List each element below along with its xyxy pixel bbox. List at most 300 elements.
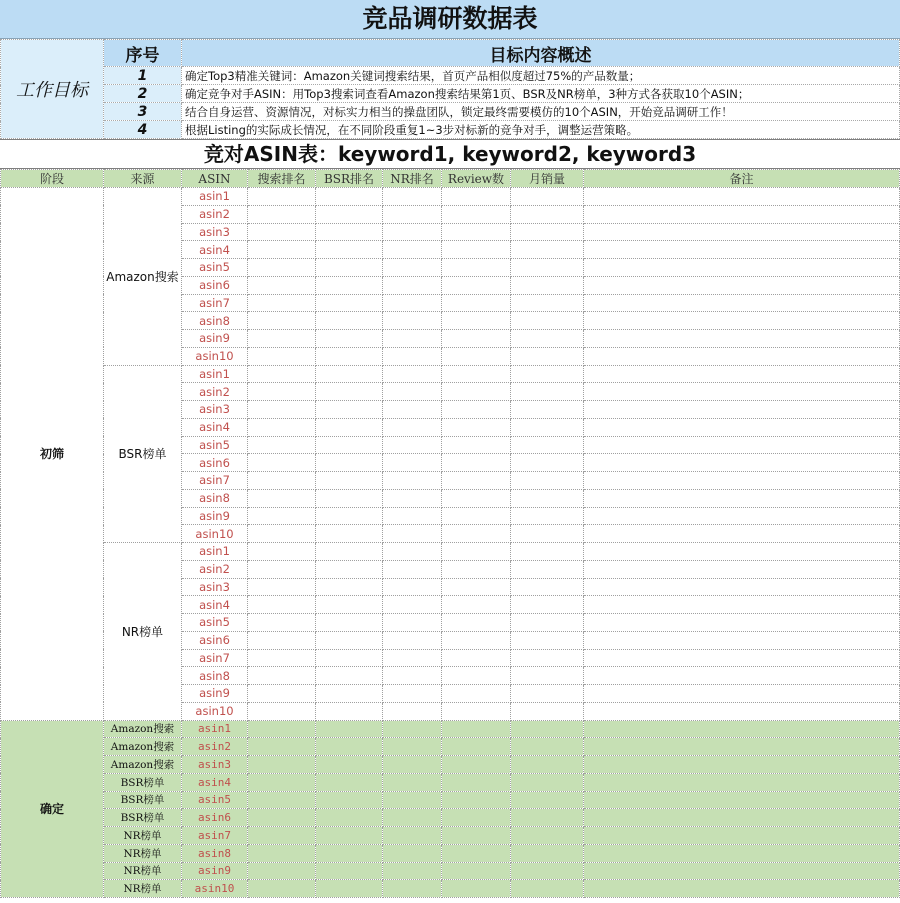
data-cell[interactable] (383, 649, 442, 667)
data-cell[interactable] (584, 667, 900, 685)
data-cell[interactable] (511, 507, 584, 525)
asin-cell[interactable]: asin4 (182, 418, 248, 436)
data-cell[interactable] (248, 330, 316, 348)
asin-cell[interactable]: asin10 (182, 880, 248, 898)
data-cell[interactable] (383, 472, 442, 490)
data-cell[interactable] (383, 720, 442, 738)
data-cell[interactable] (316, 436, 383, 454)
data-cell[interactable] (383, 809, 442, 827)
data-cell[interactable] (442, 436, 511, 454)
data-cell[interactable] (584, 614, 900, 632)
data-cell[interactable] (511, 259, 584, 277)
data-cell[interactable] (316, 880, 383, 898)
data-cell[interactable] (511, 809, 584, 827)
data-cell[interactable] (248, 507, 316, 525)
data-cell[interactable] (584, 259, 900, 277)
data-cell[interactable] (316, 276, 383, 294)
data-cell[interactable] (511, 862, 584, 880)
data-cell[interactable] (316, 259, 383, 277)
data-cell[interactable] (511, 472, 584, 490)
data-cell[interactable] (383, 241, 442, 259)
goal-text[interactable]: 根据Listing的实际成长情况，在不同阶段重复1~3步对标新的竞争对手，调整运营策略。 (182, 121, 900, 139)
data-cell[interactable] (511, 223, 584, 241)
data-cell[interactable] (248, 276, 316, 294)
asin-cell[interactable]: asin10 (182, 702, 248, 720)
data-cell[interactable] (442, 578, 511, 596)
asin-cell[interactable]: asin2 (182, 383, 248, 401)
table-row (1, 809, 900, 827)
data-cell[interactable] (248, 773, 316, 791)
data-cell[interactable] (316, 685, 383, 703)
data-cell[interactable] (316, 862, 383, 880)
data-cell[interactable] (442, 259, 511, 277)
data-cell[interactable] (511, 773, 584, 791)
data-cell[interactable] (248, 862, 316, 880)
data-cell[interactable] (584, 738, 900, 756)
data-cell[interactable] (511, 614, 584, 632)
data-cell[interactable] (316, 543, 383, 561)
data-cell[interactable] (442, 685, 511, 703)
data-cell[interactable] (316, 702, 383, 720)
data-cell[interactable] (316, 791, 383, 809)
data-cell[interactable] (442, 880, 511, 898)
data-cell[interactable] (442, 702, 511, 720)
data-cell[interactable] (316, 720, 383, 738)
data-cell[interactable] (584, 205, 900, 223)
data-cell[interactable] (383, 489, 442, 507)
data-cell[interactable] (511, 738, 584, 756)
table-row (1, 756, 900, 774)
source-label: Amazon搜索 (104, 738, 182, 756)
data-cell[interactable] (511, 720, 584, 738)
asin-cell[interactable]: asin7 (182, 472, 248, 490)
col-header-asin: ASIN (182, 170, 248, 188)
data-cell[interactable] (248, 614, 316, 632)
asin-cell[interactable]: asin9 (182, 862, 248, 880)
data-cell[interactable] (248, 294, 316, 312)
stage-initial: 初筛 (1, 188, 104, 721)
asin-cell[interactable]: asin9 (182, 330, 248, 348)
asin-table (0, 169, 900, 898)
data-cell[interactable] (442, 294, 511, 312)
data-cell[interactable] (248, 543, 316, 561)
asin-cell[interactable]: asin5 (182, 259, 248, 277)
asin-cell[interactable]: asin4 (182, 773, 248, 791)
data-cell[interactable] (442, 241, 511, 259)
data-cell[interactable] (248, 401, 316, 419)
data-cell[interactable] (383, 418, 442, 436)
source-label: Amazon搜索 (104, 188, 182, 366)
data-cell[interactable] (316, 454, 383, 472)
data-cell[interactable] (511, 205, 584, 223)
data-cell[interactable] (442, 631, 511, 649)
data-cell[interactable] (383, 436, 442, 454)
asin-cell[interactable]: asin8 (182, 844, 248, 862)
data-cell[interactable] (442, 773, 511, 791)
data-cell[interactable] (511, 791, 584, 809)
asin-cell[interactable]: asin6 (182, 276, 248, 294)
data-cell[interactable] (248, 365, 316, 383)
data-cell[interactable] (511, 383, 584, 401)
goal-table (0, 39, 900, 139)
data-cell[interactable] (584, 631, 900, 649)
asin-cell[interactable]: asin10 (182, 347, 248, 365)
asin-cell[interactable]: asin2 (182, 738, 248, 756)
data-cell[interactable] (511, 276, 584, 294)
data-cell[interactable] (442, 401, 511, 419)
data-cell[interactable] (248, 188, 316, 206)
data-cell[interactable] (248, 844, 316, 862)
data-cell[interactable] (511, 560, 584, 578)
data-cell[interactable] (383, 347, 442, 365)
table-row (1, 543, 900, 561)
data-cell[interactable] (248, 596, 316, 614)
data-cell[interactable] (442, 205, 511, 223)
data-cell[interactable] (316, 614, 383, 632)
asin-cell[interactable]: asin8 (182, 312, 248, 330)
asin-cell[interactable]: asin9 (182, 507, 248, 525)
data-cell[interactable] (248, 205, 316, 223)
data-cell[interactable] (442, 844, 511, 862)
data-cell[interactable] (316, 188, 383, 206)
data-cell[interactable] (584, 276, 900, 294)
data-cell[interactable] (383, 365, 442, 383)
asin-cell[interactable]: asin7 (182, 649, 248, 667)
data-cell[interactable] (511, 649, 584, 667)
data-cell[interactable] (316, 827, 383, 845)
data-cell[interactable] (316, 631, 383, 649)
data-cell[interactable] (442, 312, 511, 330)
data-cell[interactable] (442, 489, 511, 507)
data-cell[interactable] (442, 667, 511, 685)
goal-no: 3 (104, 103, 182, 121)
data-cell[interactable] (248, 827, 316, 845)
data-cell[interactable] (248, 347, 316, 365)
asin-cell[interactable]: asin3 (182, 756, 248, 774)
data-cell[interactable] (383, 294, 442, 312)
data-cell[interactable] (442, 827, 511, 845)
data-cell[interactable] (442, 347, 511, 365)
data-cell[interactable] (584, 418, 900, 436)
data-cell[interactable] (511, 756, 584, 774)
data-cell[interactable] (316, 560, 383, 578)
data-cell[interactable] (316, 472, 383, 490)
asin-cell[interactable]: asin5 (182, 791, 248, 809)
data-cell[interactable] (383, 791, 442, 809)
data-cell[interactable] (248, 383, 316, 401)
data-cell[interactable] (442, 507, 511, 525)
data-cell[interactable] (584, 560, 900, 578)
goal-text[interactable]: 结合自身运营、资源情况，对标实力相当的操盘团队，锁定最终需要模仿的10个ASIN，开始竞品调研工作！ (182, 103, 900, 121)
source-label: NR榜单 (104, 844, 182, 862)
data-cell[interactable] (442, 791, 511, 809)
data-cell[interactable] (316, 667, 383, 685)
data-cell[interactable] (442, 223, 511, 241)
asin-cell[interactable]: asin2 (182, 560, 248, 578)
data-cell[interactable] (383, 401, 442, 419)
data-cell[interactable] (442, 649, 511, 667)
asin-cell[interactable]: asin6 (182, 454, 248, 472)
goal-text[interactable]: 确定Top3精准关键词：Amazon关键词搜索结果，首页产品相似度超过75%的产品数量； (182, 67, 900, 85)
data-cell[interactable] (316, 347, 383, 365)
data-cell[interactable] (442, 560, 511, 578)
data-cell[interactable] (316, 365, 383, 383)
data-cell[interactable] (383, 276, 442, 294)
data-cell[interactable] (511, 667, 584, 685)
data-cell[interactable] (248, 720, 316, 738)
data-cell[interactable] (316, 525, 383, 543)
data-cell[interactable] (248, 525, 316, 543)
data-cell[interactable] (584, 330, 900, 348)
data-cell[interactable] (584, 720, 900, 738)
asin-cell[interactable]: asin1 (182, 188, 248, 206)
asin-cell[interactable]: asin3 (182, 578, 248, 596)
data-cell[interactable] (248, 791, 316, 809)
data-cell[interactable] (442, 365, 511, 383)
data-cell[interactable] (442, 472, 511, 490)
data-cell[interactable] (316, 294, 383, 312)
asin-cell[interactable]: asin7 (182, 827, 248, 845)
data-cell[interactable] (584, 401, 900, 419)
asin-cell[interactable]: asin4 (182, 596, 248, 614)
data-cell[interactable] (511, 596, 584, 614)
data-cell[interactable] (442, 330, 511, 348)
data-cell[interactable] (511, 578, 584, 596)
data-cell[interactable] (442, 720, 511, 738)
data-cell[interactable] (248, 756, 316, 774)
data-cell[interactable] (584, 809, 900, 827)
data-cell[interactable] (584, 383, 900, 401)
data-cell[interactable] (383, 667, 442, 685)
data-cell[interactable] (584, 188, 900, 206)
data-cell[interactable] (316, 223, 383, 241)
asin-cell[interactable]: asin2 (182, 205, 248, 223)
data-cell[interactable] (316, 773, 383, 791)
data-cell[interactable] (584, 702, 900, 720)
asin-cell[interactable]: asin7 (182, 294, 248, 312)
data-cell[interactable] (584, 347, 900, 365)
data-cell[interactable] (248, 631, 316, 649)
data-cell[interactable] (316, 756, 383, 774)
data-cell[interactable] (316, 507, 383, 525)
data-cell[interactable] (442, 738, 511, 756)
data-cell[interactable] (316, 596, 383, 614)
data-cell[interactable] (584, 472, 900, 490)
data-cell[interactable] (584, 294, 900, 312)
data-cell[interactable] (511, 330, 584, 348)
data-cell[interactable] (383, 578, 442, 596)
data-cell[interactable] (316, 649, 383, 667)
data-cell[interactable] (511, 827, 584, 845)
goal-text[interactable]: 确定竞争对手ASIN：用Top3搜索词查看Amazon搜索结果第1页、BSR及NR榜单，3种方式各获取10个ASIN； (182, 85, 900, 103)
data-cell[interactable] (383, 773, 442, 791)
data-cell[interactable] (442, 614, 511, 632)
data-cell[interactable] (248, 880, 316, 898)
data-cell[interactable] (584, 827, 900, 845)
data-cell[interactable] (511, 702, 584, 720)
data-cell[interactable] (584, 241, 900, 259)
data-cell[interactable] (383, 312, 442, 330)
asin-cell[interactable]: asin9 (182, 685, 248, 703)
data-cell[interactable] (511, 489, 584, 507)
data-cell[interactable] (584, 773, 900, 791)
asin-cell[interactable]: asin10 (182, 525, 248, 543)
data-cell[interactable] (383, 223, 442, 241)
data-cell[interactable] (383, 756, 442, 774)
data-cell[interactable] (584, 525, 900, 543)
data-cell[interactable] (511, 436, 584, 454)
table-row (1, 773, 900, 791)
data-cell[interactable] (584, 596, 900, 614)
data-cell[interactable] (248, 312, 316, 330)
data-cell[interactable] (316, 330, 383, 348)
data-cell[interactable] (584, 507, 900, 525)
data-cell[interactable] (511, 347, 584, 365)
data-cell[interactable] (248, 489, 316, 507)
data-cell[interactable] (584, 489, 900, 507)
data-cell[interactable] (316, 738, 383, 756)
data-cell[interactable] (511, 454, 584, 472)
data-cell[interactable] (248, 436, 316, 454)
data-cell[interactable] (442, 418, 511, 436)
data-cell[interactable] (442, 756, 511, 774)
asin-cell[interactable]: asin3 (182, 401, 248, 419)
data-cell[interactable] (383, 454, 442, 472)
data-cell[interactable] (248, 649, 316, 667)
data-cell[interactable] (383, 880, 442, 898)
data-cell[interactable] (383, 738, 442, 756)
data-cell[interactable] (248, 241, 316, 259)
data-cell[interactable] (511, 312, 584, 330)
data-cell[interactable] (383, 827, 442, 845)
data-cell[interactable] (511, 880, 584, 898)
data-cell[interactable] (511, 294, 584, 312)
data-cell[interactable] (511, 525, 584, 543)
data-cell[interactable] (316, 383, 383, 401)
data-cell[interactable] (248, 685, 316, 703)
data-cell[interactable] (383, 205, 442, 223)
data-cell[interactable] (248, 578, 316, 596)
data-cell[interactable] (383, 525, 442, 543)
data-cell[interactable] (442, 383, 511, 401)
data-cell[interactable] (383, 702, 442, 720)
data-cell[interactable] (316, 578, 383, 596)
data-cell[interactable] (248, 702, 316, 720)
data-cell[interactable] (584, 649, 900, 667)
data-cell[interactable] (442, 454, 511, 472)
data-cell[interactable] (316, 809, 383, 827)
data-cell[interactable] (584, 436, 900, 454)
data-cell[interactable] (442, 543, 511, 561)
data-cell[interactable] (248, 560, 316, 578)
data-cell[interactable] (248, 259, 316, 277)
data-cell[interactable] (584, 791, 900, 809)
asin-cell[interactable]: asin5 (182, 614, 248, 632)
asin-cell[interactable]: asin5 (182, 436, 248, 454)
data-cell[interactable] (442, 276, 511, 294)
data-cell[interactable] (316, 205, 383, 223)
asin-cell[interactable]: asin4 (182, 241, 248, 259)
data-cell[interactable] (383, 543, 442, 561)
data-cell[interactable] (511, 418, 584, 436)
data-cell[interactable] (511, 844, 584, 862)
data-cell[interactable] (383, 685, 442, 703)
data-cell[interactable] (383, 596, 442, 614)
data-cell[interactable] (584, 880, 900, 898)
data-cell[interactable] (248, 454, 316, 472)
asin-cell[interactable]: asin1 (182, 543, 248, 561)
data-cell[interactable] (383, 560, 442, 578)
data-cell[interactable] (383, 188, 442, 206)
data-cell[interactable] (442, 188, 511, 206)
asin-cell[interactable]: asin1 (182, 365, 248, 383)
data-cell[interactable] (383, 862, 442, 880)
asin-cell[interactable]: asin8 (182, 667, 248, 685)
data-cell[interactable] (584, 543, 900, 561)
data-cell[interactable] (584, 365, 900, 383)
data-cell[interactable] (511, 685, 584, 703)
data-cell[interactable] (248, 223, 316, 241)
data-cell[interactable] (442, 809, 511, 827)
data-cell[interactable] (316, 312, 383, 330)
data-cell[interactable] (248, 738, 316, 756)
data-cell[interactable] (383, 844, 442, 862)
data-cell[interactable] (584, 862, 900, 880)
data-cell[interactable] (584, 756, 900, 774)
asin-cell[interactable]: asin8 (182, 489, 248, 507)
data-cell[interactable] (584, 223, 900, 241)
data-cell[interactable] (316, 489, 383, 507)
data-cell[interactable] (316, 241, 383, 259)
data-cell[interactable] (383, 507, 442, 525)
data-cell[interactable] (584, 454, 900, 472)
data-cell[interactable] (383, 631, 442, 649)
asin-cell[interactable]: asin1 (182, 720, 248, 738)
data-cell[interactable] (248, 667, 316, 685)
data-cell[interactable] (511, 543, 584, 561)
data-cell[interactable] (383, 330, 442, 348)
data-cell[interactable] (442, 596, 511, 614)
asin-cell[interactable]: asin3 (182, 223, 248, 241)
data-cell[interactable] (442, 525, 511, 543)
data-cell[interactable] (511, 241, 584, 259)
data-cell[interactable] (584, 844, 900, 862)
data-cell[interactable] (316, 401, 383, 419)
col-header-source: 来源 (104, 170, 182, 188)
data-cell[interactable] (584, 685, 900, 703)
data-cell[interactable] (442, 862, 511, 880)
table-row (1, 791, 900, 809)
data-cell[interactable] (248, 472, 316, 490)
data-cell[interactable] (316, 418, 383, 436)
asin-cell[interactable]: asin6 (182, 631, 248, 649)
data-cell[interactable] (248, 418, 316, 436)
asin-cell[interactable]: asin6 (182, 809, 248, 827)
data-cell[interactable] (511, 401, 584, 419)
data-cell[interactable] (383, 259, 442, 277)
data-cell[interactable] (511, 631, 584, 649)
data-cell[interactable] (511, 365, 584, 383)
data-cell[interactable] (383, 383, 442, 401)
data-cell[interactable] (511, 188, 584, 206)
table-row (1, 880, 900, 898)
data-cell[interactable] (316, 844, 383, 862)
data-cell[interactable] (248, 809, 316, 827)
stage-confirm: 确定 (1, 720, 104, 898)
data-cell[interactable] (584, 578, 900, 596)
data-cell[interactable] (383, 614, 442, 632)
data-cell[interactable] (584, 312, 900, 330)
